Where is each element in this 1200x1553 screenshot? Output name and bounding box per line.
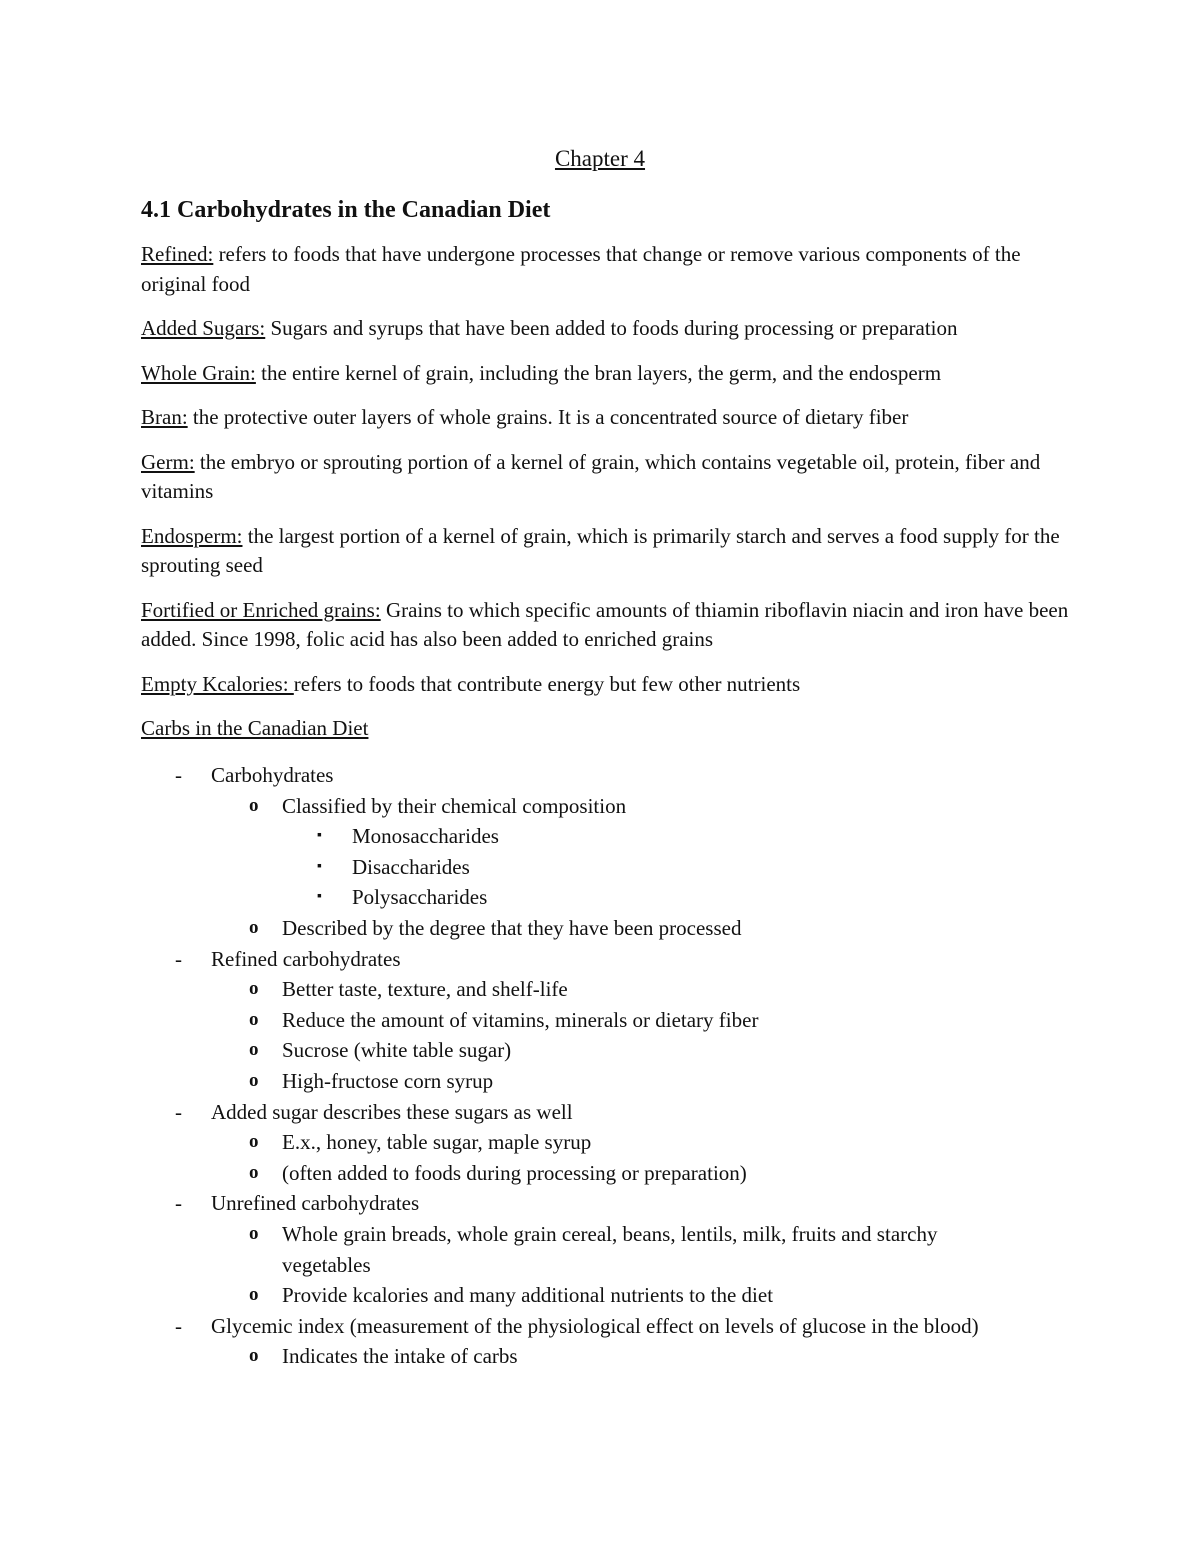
definition-refined (141, 240, 1071, 299)
list-item-text: Described by the degree that they have been processed (282, 915, 742, 940)
list-item-text: Carbohydrates (211, 763, 334, 787)
list-item (141, 913, 1071, 944)
definition-text: the protective outer layers of whole grains. It is a concentrated source of dietary fiber (187, 405, 909, 429)
definition-added-sugars (141, 314, 1071, 344)
list-item (141, 1066, 1071, 1097)
definition-empty-kcalories (141, 670, 1071, 700)
definition-term: Added Sugars: (141, 316, 266, 340)
definition-term: Fortified or Enriched grains: (141, 597, 381, 622)
list-item-text: Monosaccharides (352, 824, 499, 849)
definition-text: Grains to which specific amounts of thiamin riboflavin niacin and iron have been added. Since 1998, folic acid has also been added to enriched grains (141, 597, 1069, 651)
circle-bullet: o (249, 1222, 259, 1244)
list-item-text: Classified by their chemical composition (282, 793, 627, 818)
definition-text: refers to foods that have undergone processes that change or remove various components of the original food (141, 242, 1021, 296)
definition-term: Endosperm: (141, 523, 243, 548)
dash-bullet: - (175, 946, 182, 971)
list-item (141, 1005, 1071, 1036)
definition-endosperm (141, 522, 1071, 581)
definition-whole-grain (141, 359, 1071, 389)
definition-germ (141, 448, 1071, 507)
definition-text: refers to foods that contribute energy but few other nutrients (293, 671, 801, 696)
chapter-title: Chapter 4 (554, 146, 646, 171)
list-item (141, 1097, 1071, 1128)
circle-bullet: o (249, 1161, 259, 1183)
square-bullet: ▪ (317, 889, 322, 905)
list-item (141, 821, 1071, 852)
definition-fortified (141, 596, 1071, 655)
list-item-text: Sucrose (white table sugar) (282, 1038, 512, 1063)
outline-list (141, 760, 1071, 1372)
list-item (141, 944, 1071, 975)
list-item-text: Provide kcalories and many additional nutrients to the diet (282, 1283, 774, 1308)
circle-bullet: o (249, 794, 259, 816)
circle-bullet: o (249, 916, 259, 938)
list-item (141, 1219, 1071, 1280)
circle-bullet: o (249, 1131, 259, 1153)
list-item-text: Unrefined carbohydrates (211, 1191, 420, 1216)
list-item-text: Reduce the amount of vitamins, minerals or dietary fiber (282, 1007, 759, 1032)
list-item (141, 852, 1071, 883)
list-item-text: Refined carbohydrates (211, 946, 401, 971)
circle-bullet: o (249, 1008, 259, 1030)
definition-term: Empty Kcalories: (141, 671, 294, 696)
dash-bullet: - (175, 763, 182, 787)
list-item (141, 882, 1071, 913)
list-item (141, 1311, 1071, 1342)
definition-text: Sugars and syrups that have been added to foods during processing or preparation (265, 316, 958, 340)
list-item (141, 791, 1071, 822)
definition-term: Whole Grain: (141, 360, 256, 385)
circle-bullet: o (249, 978, 259, 1000)
definition-term: Germ: (141, 449, 195, 474)
list-item (141, 1035, 1071, 1066)
definition-text: the largest portion of a kernel of grain, which is primarily starch and serves a food supply for the sprouting seed (141, 523, 1060, 577)
list-item-text: Indicates the intake of carbs (282, 1344, 518, 1369)
definition-text: the embryo or sprouting portion of a kernel of grain, which contains vegetable oil, protein, fiber and vitamins (141, 449, 1041, 503)
circle-bullet: o (249, 1284, 259, 1306)
square-bullet: ▪ (317, 858, 322, 874)
definition-term: Refined: (141, 242, 214, 266)
list-item-text: Disaccharides (352, 854, 470, 879)
definitions-list (141, 240, 1071, 758)
list-item (141, 760, 1071, 791)
list-item-text: Polysaccharides (352, 885, 488, 910)
definition-text: the entire kernel of grain, including the bran layers, the germ, and the endosperm (255, 360, 942, 385)
circle-bullet: o (249, 1345, 259, 1367)
circle-bullet: o (249, 1069, 259, 1091)
section-heading: 4.1 Carbohydrates in the Canadian Diet (141, 197, 551, 223)
square-bullet: ▪ (317, 828, 322, 844)
list-item (141, 1188, 1071, 1219)
circle-bullet: o (249, 1039, 259, 1061)
list-item-text: E.x., honey, table sugar, maple syrup (282, 1130, 592, 1155)
list-item-text: Added sugar describes these sugars as well (211, 1099, 573, 1124)
definition-term: Bran: (141, 405, 188, 429)
list-item (141, 1341, 1071, 1372)
dash-bullet: - (175, 1099, 182, 1124)
list-item-text: Glycemic index (measurement of the physiological effect on levels of glucose in the blood) (211, 1313, 979, 1338)
list-item (141, 974, 1071, 1005)
list-item (141, 1127, 1071, 1158)
list-item-text: (often added to foods during processing or preparation) (282, 1160, 747, 1185)
list-item-text: Better taste, texture, and shelf-life (282, 977, 568, 1002)
list-item (141, 1158, 1071, 1189)
dash-bullet: - (175, 1191, 182, 1216)
dash-bullet: - (175, 1313, 182, 1338)
definition-bran (141, 403, 1071, 433)
list-item (141, 1280, 1071, 1311)
list-item-text: Whole grain breads, whole grain cereal, beans, lentils, milk, fruits and starchy vegetables (282, 1221, 938, 1277)
list-item-text: High-fructose corn syrup (282, 1068, 494, 1093)
subheading: Carbs in the Canadian Diet (141, 716, 369, 740)
